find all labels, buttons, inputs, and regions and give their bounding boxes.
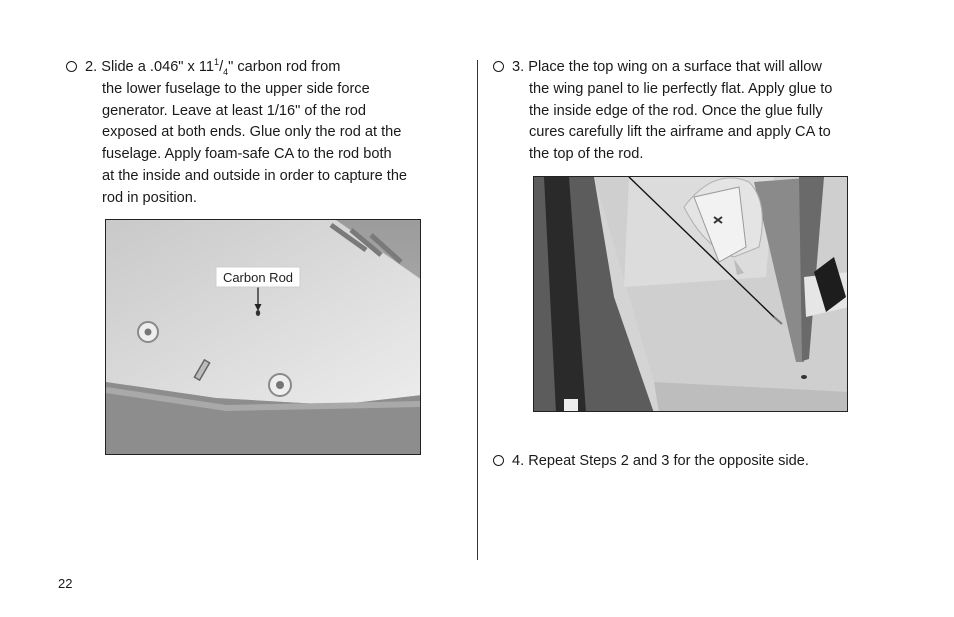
checkbox-circle-icon xyxy=(493,61,504,72)
step-4 xyxy=(493,451,809,473)
step-2 xyxy=(66,57,407,210)
checkbox-circle-icon xyxy=(66,61,77,72)
step-3 xyxy=(493,57,832,166)
step-2-body: the lower fuselage to the upper side force generator. Leave at least 1/16" of the rod exposed at both ends. Glue only the rod at the fuselage. Apply foam-safe CA to the rod both at the inside and outside in order to capture the rod in position. xyxy=(102,80,408,206)
wing-surface-image xyxy=(106,220,421,455)
step-3-first-line: 3. Place the top wing on a surface that will allow xyxy=(493,57,832,79)
step-3-photo xyxy=(533,176,848,412)
checkbox-circle-icon xyxy=(493,455,504,466)
step-2-photo xyxy=(105,219,421,455)
carbon-rod-label: Carbon Rod xyxy=(222,270,294,285)
column-divider xyxy=(477,60,478,560)
step-2-first-line: 2. Slide a .046" x $11^1/_4$" carbon rod from xyxy=(66,57,407,79)
step-4-first-line: 4. Repeat Steps 2 and 3 for the opposite side. xyxy=(493,451,809,473)
step-3-body: the wing panel to lie perfectly flat. Apply glue to the inside edge of the rod. Once the glue fully cures carefully lift the airframe and apply CA to the top of the rod. xyxy=(529,80,833,163)
glue-application-image xyxy=(534,177,848,412)
page-number: 22 xyxy=(58,576,73,591)
